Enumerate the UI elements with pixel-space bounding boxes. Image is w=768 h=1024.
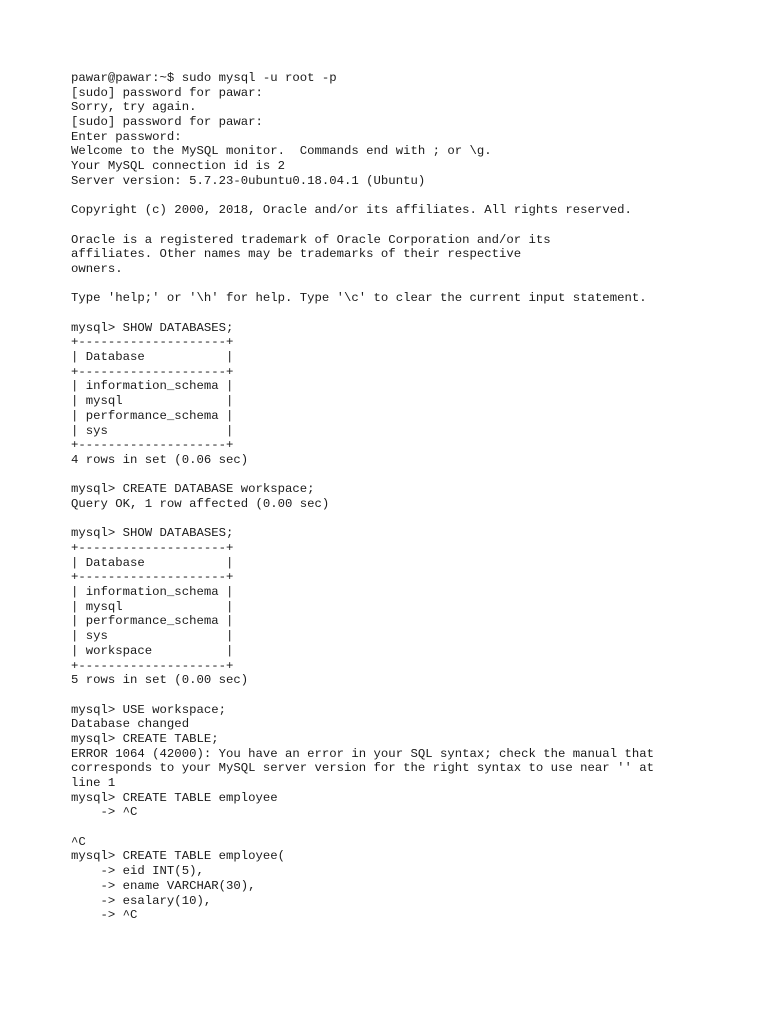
transcript-line: | mysql | <box>71 599 234 614</box>
transcript-line <box>71 277 741 292</box>
transcript-line: +--------------------+ <box>71 658 234 673</box>
transcript-line: mysql> CREATE TABLE employee <box>71 790 278 805</box>
transcript-line: Oracle is a registered trademark of Oracle Corporation and/or its <box>71 232 551 247</box>
transcript-line: | Database | <box>71 350 234 365</box>
transcript-line: | information_schema | <box>71 379 234 394</box>
transcript-line: | mysql | <box>71 394 234 409</box>
transcript-line <box>71 306 741 321</box>
transcript-line: +--------------------+ <box>71 570 234 585</box>
transcript-line: Enter password: <box>71 129 182 144</box>
transcript-line: mysql> USE workspace; <box>71 702 226 717</box>
transcript-line: Your MySQL connection id is 2 <box>71 159 286 174</box>
transcript-line: | performance_schema | <box>71 614 234 629</box>
transcript-line <box>71 688 741 703</box>
transcript-line: ERROR 1064 (42000): You have an error in your SQL syntax; check the manual that <box>71 746 654 761</box>
transcript-line: -> esalary(10), <box>71 893 212 908</box>
transcript-line: | Database | <box>71 555 234 570</box>
transcript-line: Query OK, 1 row affected (0.00 sec) <box>71 496 330 511</box>
transcript-line: Copyright (c) 2000, 2018, Oracle and/or its affiliates. All rights reserved. <box>71 203 632 218</box>
transcript-line: Sorry, try again. <box>71 100 197 115</box>
transcript-line: mysql> CREATE TABLE; <box>71 731 219 746</box>
transcript-line: | performance_schema | <box>71 408 234 423</box>
transcript-line: -> ^C <box>71 908 138 923</box>
transcript-line: [sudo] password for pawar: <box>71 85 263 100</box>
transcript-line: owners. <box>71 261 123 276</box>
transcript-line <box>71 189 741 204</box>
transcript-line: +--------------------+ <box>71 541 234 555</box>
transcript-line <box>71 820 741 835</box>
terminal-transcript <box>71 71 741 923</box>
transcript-line: [sudo] password for pawar: <box>71 115 263 130</box>
transcript-line: Database changed <box>71 717 190 732</box>
transcript-line: | sys | <box>71 423 234 438</box>
transcript-line: mysql> SHOW DATABASES; <box>71 526 234 541</box>
transcript-line <box>71 468 741 483</box>
transcript-line: +--------------------+ <box>71 364 234 379</box>
transcript-line: | workspace | <box>71 643 234 658</box>
transcript-line: mysql> CREATE DATABASE workspace; <box>71 482 315 497</box>
transcript-line: corresponds to your MySQL server version for the right syntax to use near '' at <box>71 761 654 776</box>
transcript-line: affiliates. Other names may be trademarks of their respective <box>71 247 522 262</box>
transcript-line: -> ename VARCHAR(30), <box>71 878 256 893</box>
transcript-line: Type 'help;' or '\h' for help. Type '\c' to clear the current input statement. <box>71 291 647 306</box>
transcript-line: mysql> SHOW DATABASES; <box>71 320 234 335</box>
transcript-line: Welcome to the MySQL monitor. Commands end with ; or \g. <box>71 144 492 159</box>
transcript-line: 4 rows in set (0.06 sec) <box>71 452 249 467</box>
transcript-line: | information_schema | <box>71 585 234 600</box>
transcript-line: Server version: 5.7.23-0ubuntu0.18.04.1 (Ubuntu) <box>71 173 426 188</box>
transcript-line: -> ^C <box>71 805 138 820</box>
transcript-line: 5 rows in set (0.00 sec) <box>71 673 249 688</box>
transcript-line <box>71 218 741 233</box>
transcript-line: | sys | <box>71 629 234 644</box>
transcript-line: +--------------------+ <box>71 335 234 350</box>
transcript-line: line 1 <box>71 776 116 790</box>
transcript-line: pawar@pawar:~$ sudo mysql -u root -p <box>71 71 337 85</box>
transcript-line <box>71 512 741 527</box>
transcript-line: mysql> CREATE TABLE employee( <box>71 849 286 864</box>
transcript-line: -> eid INT(5), <box>71 864 204 879</box>
transcript-line: ^C <box>71 834 86 849</box>
transcript-line: +--------------------+ <box>71 438 234 453</box>
